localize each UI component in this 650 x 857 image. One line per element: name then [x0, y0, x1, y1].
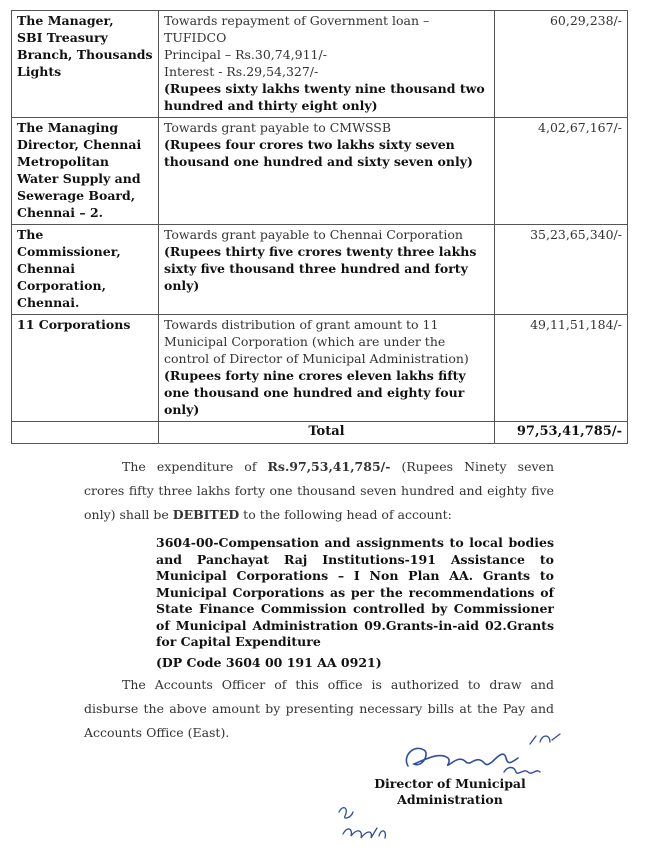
amount-in-words: (Rupees thirty five crores twenty three lakhs sixty five thousand three hundred and forty only): [164, 244, 477, 293]
table-row: [12, 118, 628, 225]
purpose-cell: [159, 315, 495, 422]
allocation-table: [11, 10, 628, 444]
purpose-line: Towards grant payable to Chennai Corporation: [164, 227, 463, 242]
table-row: [12, 225, 628, 315]
head-of-account: 3604-00-Compensation and assignments to local bodies and Panchayat Raj Institutions-191 Assistance to Municipal Corporations – I Non Plan AA. Grants to Municipal Corporations as per the recommendations of State Finance Commission controlled by Commissioner of Municipal Administration 09.Grants-in-aid 02.Grants for Capital Expenditure: [156, 535, 554, 649]
payee-line: The Manager,: [17, 13, 114, 28]
purpose-line: Towards grant payable to CMWSSB: [164, 120, 392, 135]
payee-line: Commissioner,: [17, 244, 121, 259]
payee-line: Director, Chennai: [17, 137, 142, 152]
amount-cell: 4,02,67,167/-: [495, 118, 628, 225]
dp-code: (DP Code 3604 00 191 AA 0921): [156, 655, 382, 670]
payee-line: Sewerage Board,: [17, 188, 136, 203]
amount-in-words: (Rupees forty nine crores eleven lakhs fifty one thousand one hundred and eighty four only): [164, 368, 466, 417]
purpose-line: Principal – Rs.30,74,911/-: [164, 47, 327, 62]
payee-line: 11 Corporations: [17, 317, 131, 332]
total-amount: 97,53,41,785/-: [495, 422, 628, 444]
payee-line: The Managing: [17, 120, 119, 135]
amount-cell: 49,11,51,184/-: [495, 315, 628, 422]
payee-line: Chennai – 2.: [17, 205, 104, 220]
para2-text: The Accounts Officer of this office is authorized to draw and disburse the above amount by presenting necessary bills at the Pay and Accounts Office (East).: [84, 677, 554, 740]
para1-lead: The expenditure of: [122, 459, 268, 474]
debited-keyword: DEBITED: [172, 507, 240, 522]
payee-line: The: [17, 227, 44, 242]
payee-line: Metropolitan: [17, 154, 110, 169]
table-row: [12, 11, 628, 118]
purpose-cell: [159, 225, 495, 315]
purpose-line: Towards distribution of grant amount to 11 Municipal Corporation (which are under the control of Director of Municipal Administration): [164, 317, 469, 366]
payee-line: Chennai.: [17, 295, 80, 310]
total-label: Total: [159, 422, 495, 444]
expenditure-paragraph: [84, 455, 554, 527]
payee-cell: [12, 11, 159, 118]
payee-line: Branch, Thousands: [17, 47, 153, 62]
payee-line: Corporation,: [17, 278, 106, 293]
purpose-cell: [159, 11, 495, 118]
payee-cell: [12, 315, 159, 422]
payee-line: Chennai: [17, 261, 76, 276]
purpose-line: Interest - Rs.29,54,327/-: [164, 64, 319, 79]
table-row: [12, 315, 628, 422]
purpose-line: Towards repayment of Government loan – TUFIDCO: [164, 13, 430, 45]
payee-cell: [12, 225, 159, 315]
expenditure-amount: Rs.97,53,41,785/-: [267, 459, 391, 474]
initials-image: [333, 800, 393, 850]
total-row: [12, 422, 628, 444]
amount-in-words: (Rupees four crores two lakhs sixty seven thousand one hundred and sixty seven only): [164, 137, 473, 169]
payee-cell: [12, 118, 159, 225]
signatory-office: Administration: [397, 792, 503, 807]
payee-line: Water Supply and: [17, 171, 141, 186]
total-empty-cell: [12, 422, 159, 444]
para1-tail: to the following head of account:: [239, 507, 452, 522]
para1-middle: (Rupees Ninety seven crores fifty three lakhs forty one thousand seven hundred and eighty five only) shall be: [84, 459, 554, 522]
payee-line: SBI Treasury: [17, 30, 108, 45]
amount-cell: 35,23,65,340/-: [495, 225, 628, 315]
purpose-cell: [159, 118, 495, 225]
amount-in-words: (Rupees sixty lakhs twenty nine thousand two hundred and thirty eight only): [164, 81, 485, 113]
amount-cell: 60,29,238/-: [495, 11, 628, 118]
signatory-title: Director of Municipal: [374, 776, 526, 791]
payee-line: Lights: [17, 64, 62, 79]
